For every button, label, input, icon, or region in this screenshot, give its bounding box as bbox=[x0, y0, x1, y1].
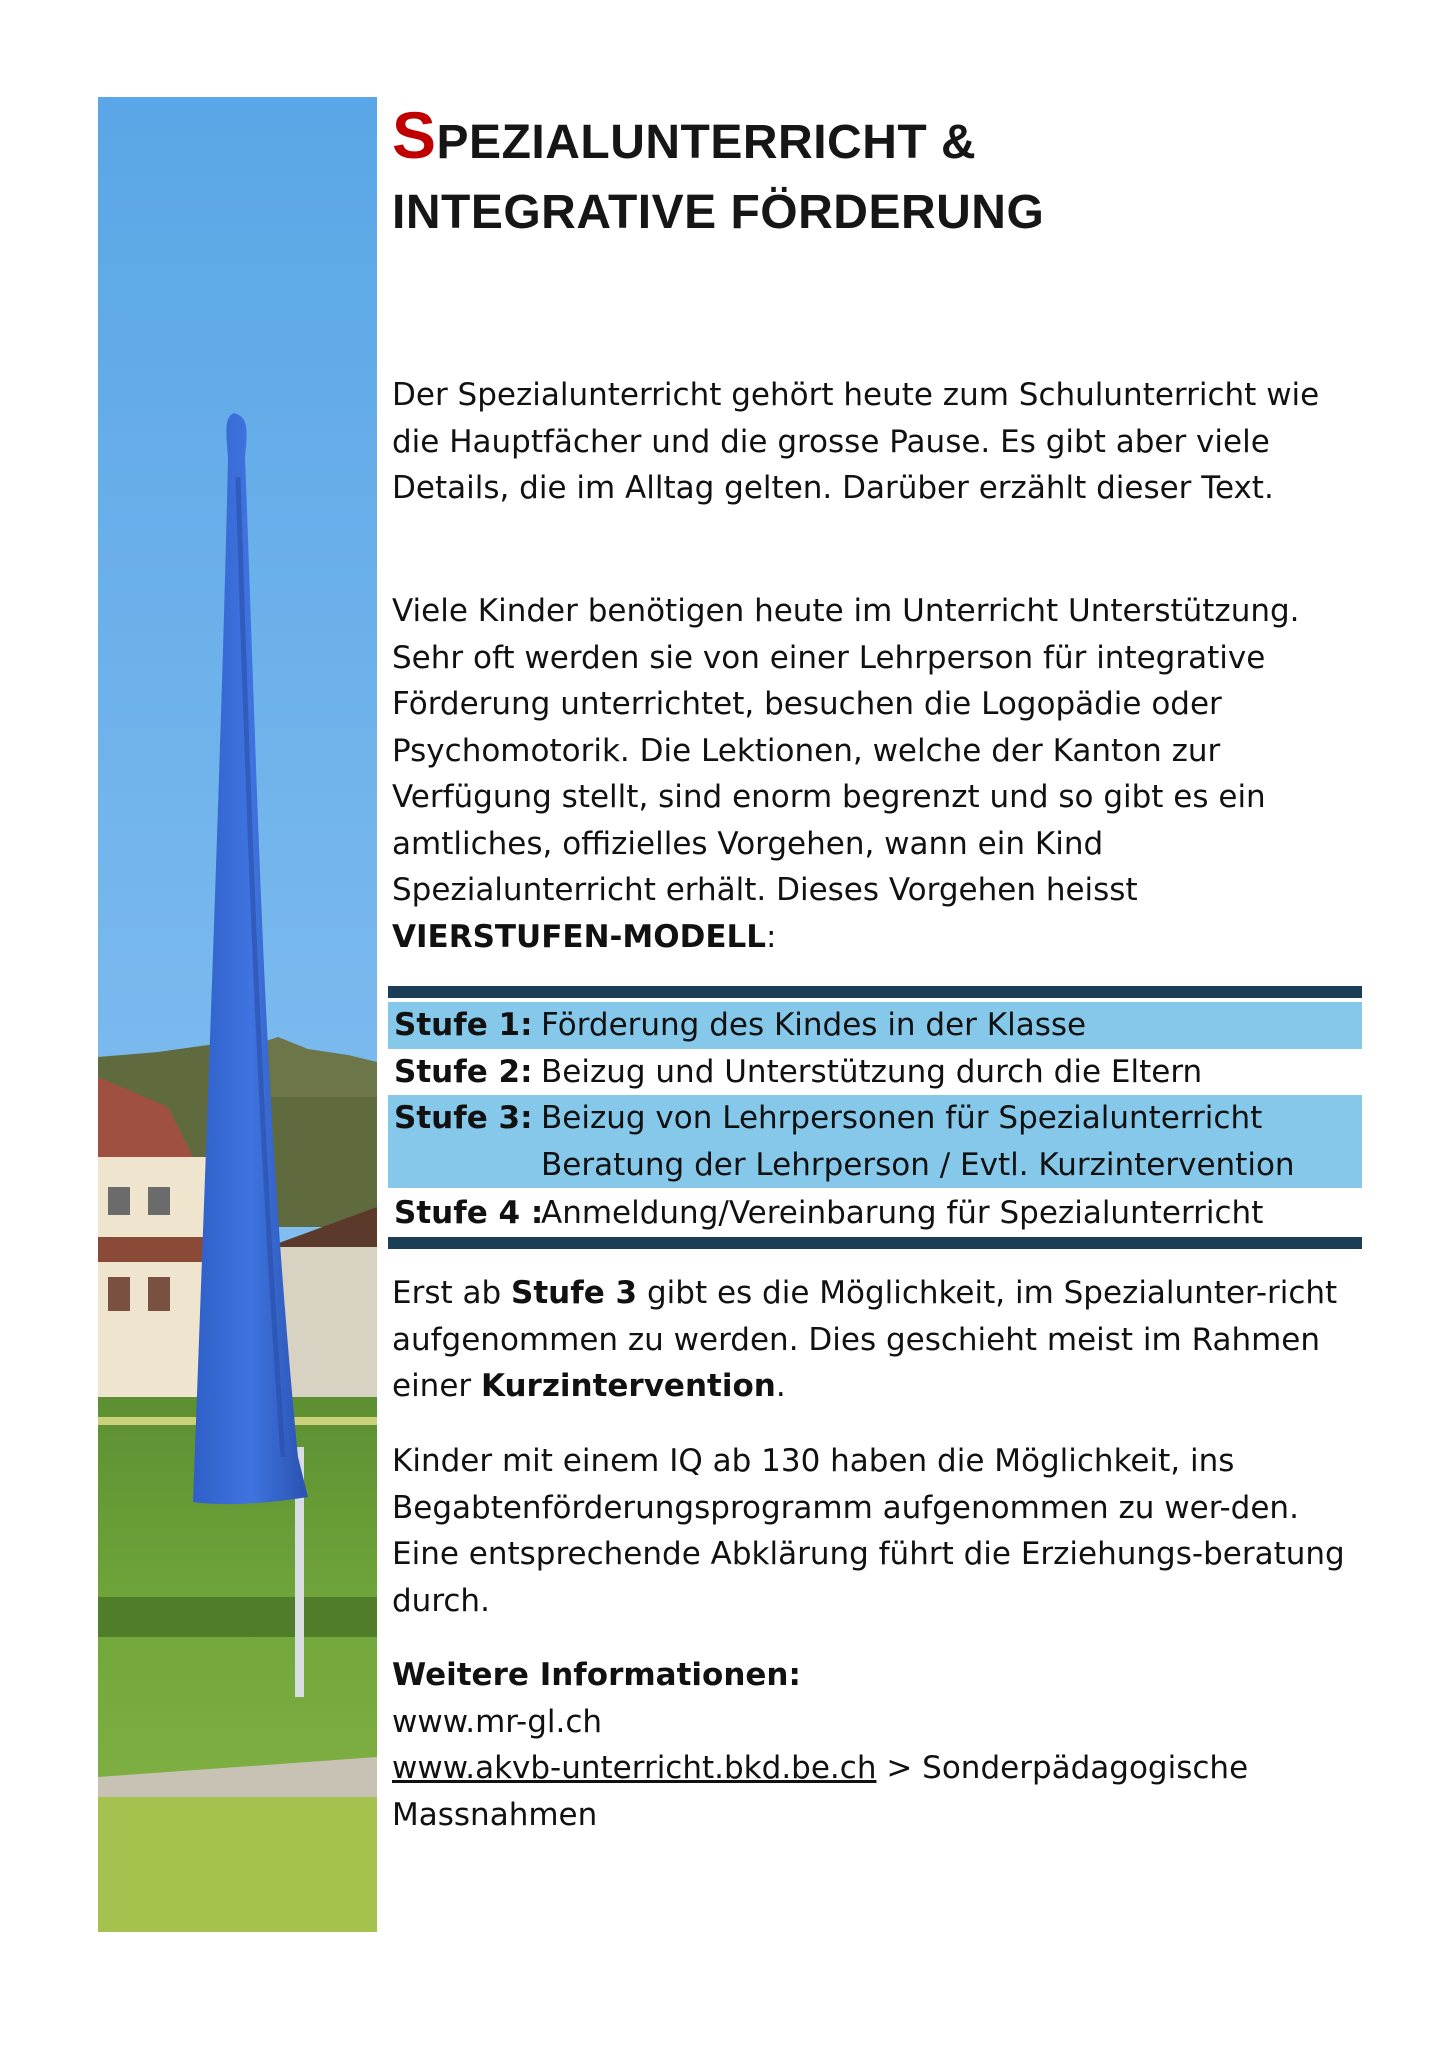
stage-text bbox=[541, 1190, 1356, 1237]
info-heading: Weitere Informationen: bbox=[392, 1657, 801, 1693]
stage-line: Beizug von Lehrpersonen für Spezialunterricht bbox=[541, 1100, 1263, 1136]
stage-row-3 bbox=[388, 1095, 1362, 1188]
stage-row-2 bbox=[388, 1049, 1362, 1096]
page-title bbox=[392, 100, 1362, 248]
stage-line: Beratung der Lehrperson / Evtl. Kurzintervention bbox=[541, 1146, 1295, 1183]
support-paragraph bbox=[392, 588, 1342, 960]
title-line1: PEZIALUNTERRICHT & bbox=[436, 116, 977, 169]
gifted-paragraph: Kinder mit einem IQ ab 130 haben die Möglichkeit, ins Begabtenförderungsprogramm aufgenommen zu wer-den. Eine entsprechende Abklärung führt die Erziehungs-beratung durch. bbox=[392, 1443, 1345, 1619]
stage3-paragraph bbox=[392, 1270, 1342, 1410]
stage-line: Förderung des Kindes in der Klasse bbox=[541, 1007, 1087, 1043]
support-text: Viele Kinder benötigen heute im Unterricht Unterstützung. Sehr oft werden sie von einer Lehrperson für integrative Förderung unterrichtet, besuchen die Logopädie oder Psychomotorik. Die Lektionen, welche der Kanton zur Verfügung stellt, sind enorm begrenzt und so gibt es ein amtliches, offizielles Vorgehen, wann ein Kind Spezialunterricht erhält. Dieses Vorgehen heisst bbox=[392, 593, 1300, 908]
link-akvb-suffix: > Sonderpädagogische Massnahmen bbox=[392, 1750, 1249, 1833]
link-akvb-line bbox=[392, 1745, 1352, 1838]
after-text-a: Erst ab bbox=[392, 1275, 512, 1311]
stage-label: Stufe 3: bbox=[394, 1100, 533, 1136]
model-name: VIERSTUFEN-MODELL bbox=[392, 918, 766, 955]
flag-photo bbox=[98, 97, 377, 1932]
after-text-c: gibt es die Möglichkeit, im Spezialunter-richt aufgenommen zu werden. Dies geschieht meist im Rahmen einer bbox=[392, 1275, 1338, 1404]
info-block bbox=[392, 1652, 1352, 1838]
flag-photo-drawing bbox=[98, 97, 377, 1932]
stage-row-1 bbox=[388, 998, 1362, 1049]
after-text-e: . bbox=[775, 1368, 786, 1404]
support-colon: : bbox=[766, 918, 777, 955]
link-akvb[interactable]: www.akvb-unterricht.bkd.be.ch bbox=[392, 1750, 877, 1786]
stage-text bbox=[541, 1002, 1356, 1049]
stage-label: Stufe 2: bbox=[394, 1053, 533, 1090]
after-stage-ref: Stufe 3 bbox=[511, 1275, 638, 1311]
link-mr-gl[interactable]: www.mr-gl.ch bbox=[392, 1703, 603, 1740]
title-line2: INTEGRATIVE FÖRDERUNG bbox=[392, 186, 1045, 239]
stage-line: Anmeldung/Vereinbarung für Spezialunterricht bbox=[541, 1195, 1264, 1231]
stage-label: Stufe 1: bbox=[394, 1007, 533, 1043]
stage-table bbox=[388, 986, 1362, 1249]
after-kurzintervention: Kurzintervention bbox=[481, 1368, 776, 1404]
title-initial: S bbox=[392, 98, 437, 172]
stage-text bbox=[541, 1095, 1356, 1188]
stage-row-4 bbox=[388, 1188, 1362, 1237]
stage-text bbox=[541, 1049, 1356, 1096]
intro-paragraph: Der Spezialunterricht gehört heute zum Schulunterricht wie die Hauptfächer und die grosse Pause. Es gibt aber viele Details, die im Alltag gelten. Darüber erzählt dieser Text. bbox=[392, 377, 1320, 506]
stage-label: Stufe 4 : bbox=[394, 1195, 544, 1231]
stage-line: Beizug und Unterstützung durch die Eltern bbox=[541, 1053, 1203, 1090]
